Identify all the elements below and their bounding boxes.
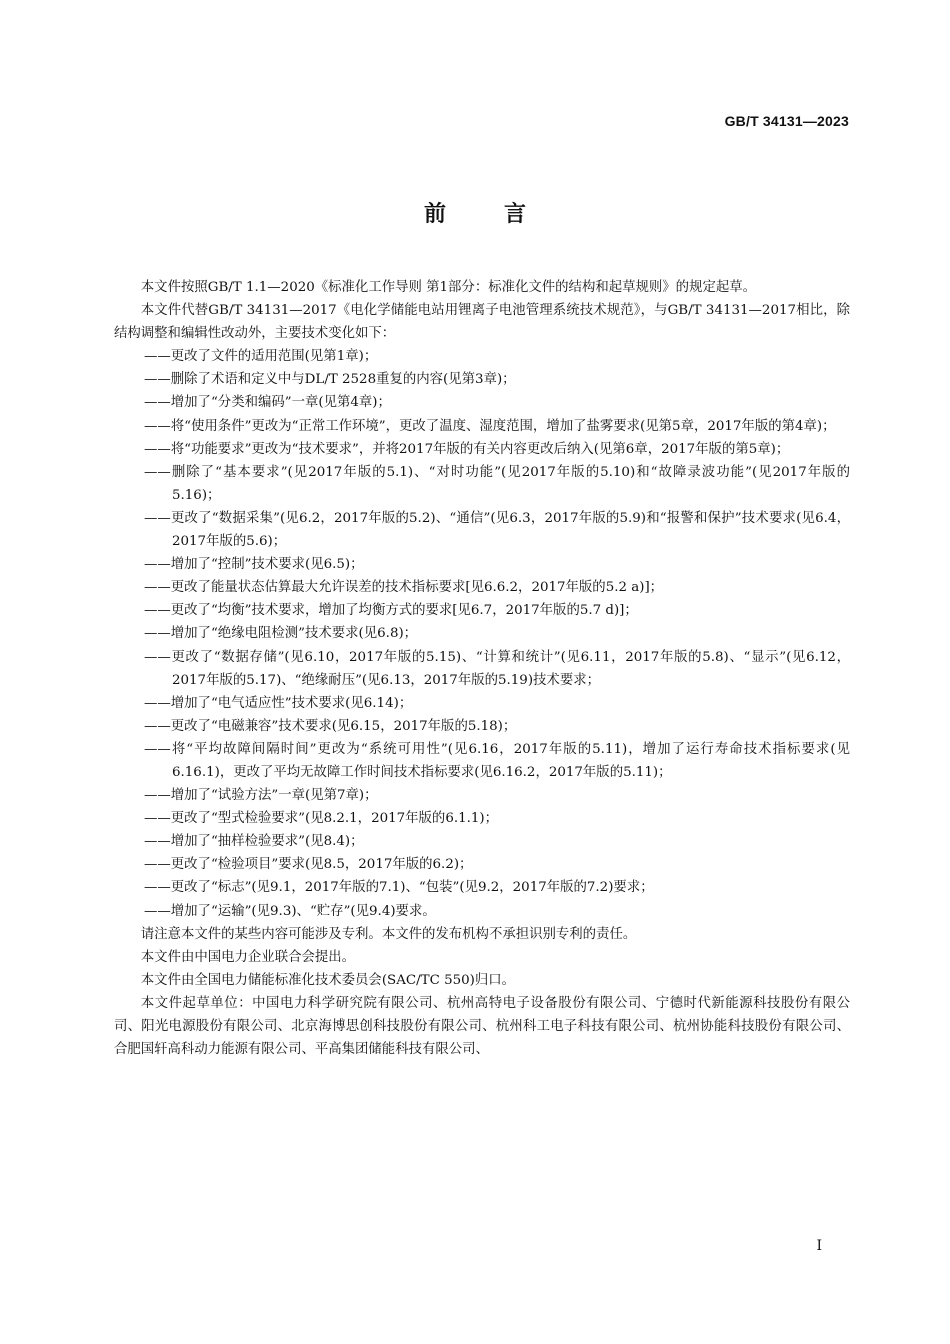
change-item: ——删除了“基本要求”(见2017年版的5.1)、“对时功能”(见2017年版的5.10)和“故障录波功能”(见2017年版的5.16)； [144,464,850,503]
paragraph-replacement: 本文件代替GB/T 34131—2017《电化学储能电站用锂离子电池管理系统技术规范》，与GB/T 34131—2017相比，除结构调整和编辑性改动外，主要技术变化如下： [114,303,850,342]
change-item: ——更改了“标志”(见9.1，2017年版的7.1)、“包装”(见9.2，2017年版的7.2)要求； [144,880,654,896]
change-item: ——删除了术语和定义中与DL/T 2528重复的内容(见第3章)； [144,372,516,388]
change-item: ——更改了“检验项目”要求(见8.5，2017年版的6.2)； [144,857,473,873]
change-item: ——更改了“数据存储”(见6.10，2017年版的5.15)、“计算和统计”(见6.11，2017年版的5.8)、“显示”(见6.12，2017年版的5.17)、“绝缘耐压”(见6.13，2017年版的5.19)技术要求； [144,649,850,688]
change-item: ——增加了“分类和编码”一章(见第4章)； [144,395,391,411]
change-item: ——将“功能要求”更改为“技术要求”，并将2017年版的有关内容更改后纳入(见第6章，2017年版的第5章)； [144,441,790,457]
standard-code: GB/T 34131—2023 [724,113,849,129]
change-item: ——将“使用条件”更改为“正常工作环境”，更改了温度、湿度范围，增加了盐雾要求(见第5章，2017年版的第4章)； [144,418,836,434]
paragraph-drafting-units: 本文件起草单位：中国电力科学研究院有限公司、杭州高特电子设备股份有限公司、宁德时代新能源科技股份有限公司、阳光电源股份有限公司、北京海博思创科技股份有限公司、杭州科工电子科技有限公司、杭州协能科技股份有限公司、合肥国轩高科动力能源有限公司、平高集团储能科技有限公司、 [114,995,850,1058]
change-item: ——更改了“电磁兼容”技术要求(见6.15，2017年版的5.18)； [144,718,517,734]
change-item: ——更改了“型式检验要求”(见8.2.1，2017年版的6.1.1)； [144,811,499,827]
paragraph-proposer: 本文件由中国电力企业联合会提出。 [140,949,356,965]
page-number: Ⅰ [816,1238,822,1254]
change-item: ——更改了能量状态估算最大允许误差的技术指标要求[见6.6.2，2017年版的5.2 a)]； [144,580,664,596]
change-item: ——更改了文件的适用范围(见第1章)； [144,349,378,365]
change-item: ——增加了“电气适应性”技术要求(见6.14)； [144,695,413,711]
page-title: 前言 [423,202,584,227]
preface-body [114,276,850,1061]
change-item: ——将“平均故障间隔时间”更改为“系统可用性”(见6.16，2017年版的5.11)，增加了运行寿命技术指标要求(见6.16.1)，更改了平均无故障工作时间技术指标要求(见6.16.2，2017年版的5.11)； [144,741,850,780]
change-item: ——更改了“均衡”技术要求，增加了均衡方式的要求[见6.7，2017年版的5.7 d)]； [144,603,638,619]
change-item: ——增加了“控制”技术要求(见6.5)； [144,557,364,573]
change-item: ——增加了“抽样检验要求”(见8.4)； [144,834,364,850]
paragraph-patent-notice: 请注意本文件的某些内容可能涉及专利。本文件的发布机构不承担识别专利的责任。 [140,926,637,942]
paragraph-committee: 本文件由全国电力储能标准化技术委员会(SAC/TC 550)归口。 [140,972,516,988]
change-item: ——增加了“运输”(见9.3)、“贮存”(见9.4)要求。 [144,903,436,919]
change-item: ——更改了“数据采集”(见6.2，2017年版的5.2)、“通信”(见6.3，2017年版的5.9)和“报警和保护”技术要求(见6.4，2017年版的5.6)； [144,510,850,550]
paragraph-drafting-rules: 本文件按照GB/T 1.1—2020《标准化工作导则 第1部分：标准化文件的结构和起草规则》的规定起草。 [140,280,757,295]
change-item: ——增加了“试验方法”一章(见第7章)； [144,788,378,804]
change-item: ——增加了“绝缘电阻检测”技术要求(见6.8)； [144,626,418,642]
